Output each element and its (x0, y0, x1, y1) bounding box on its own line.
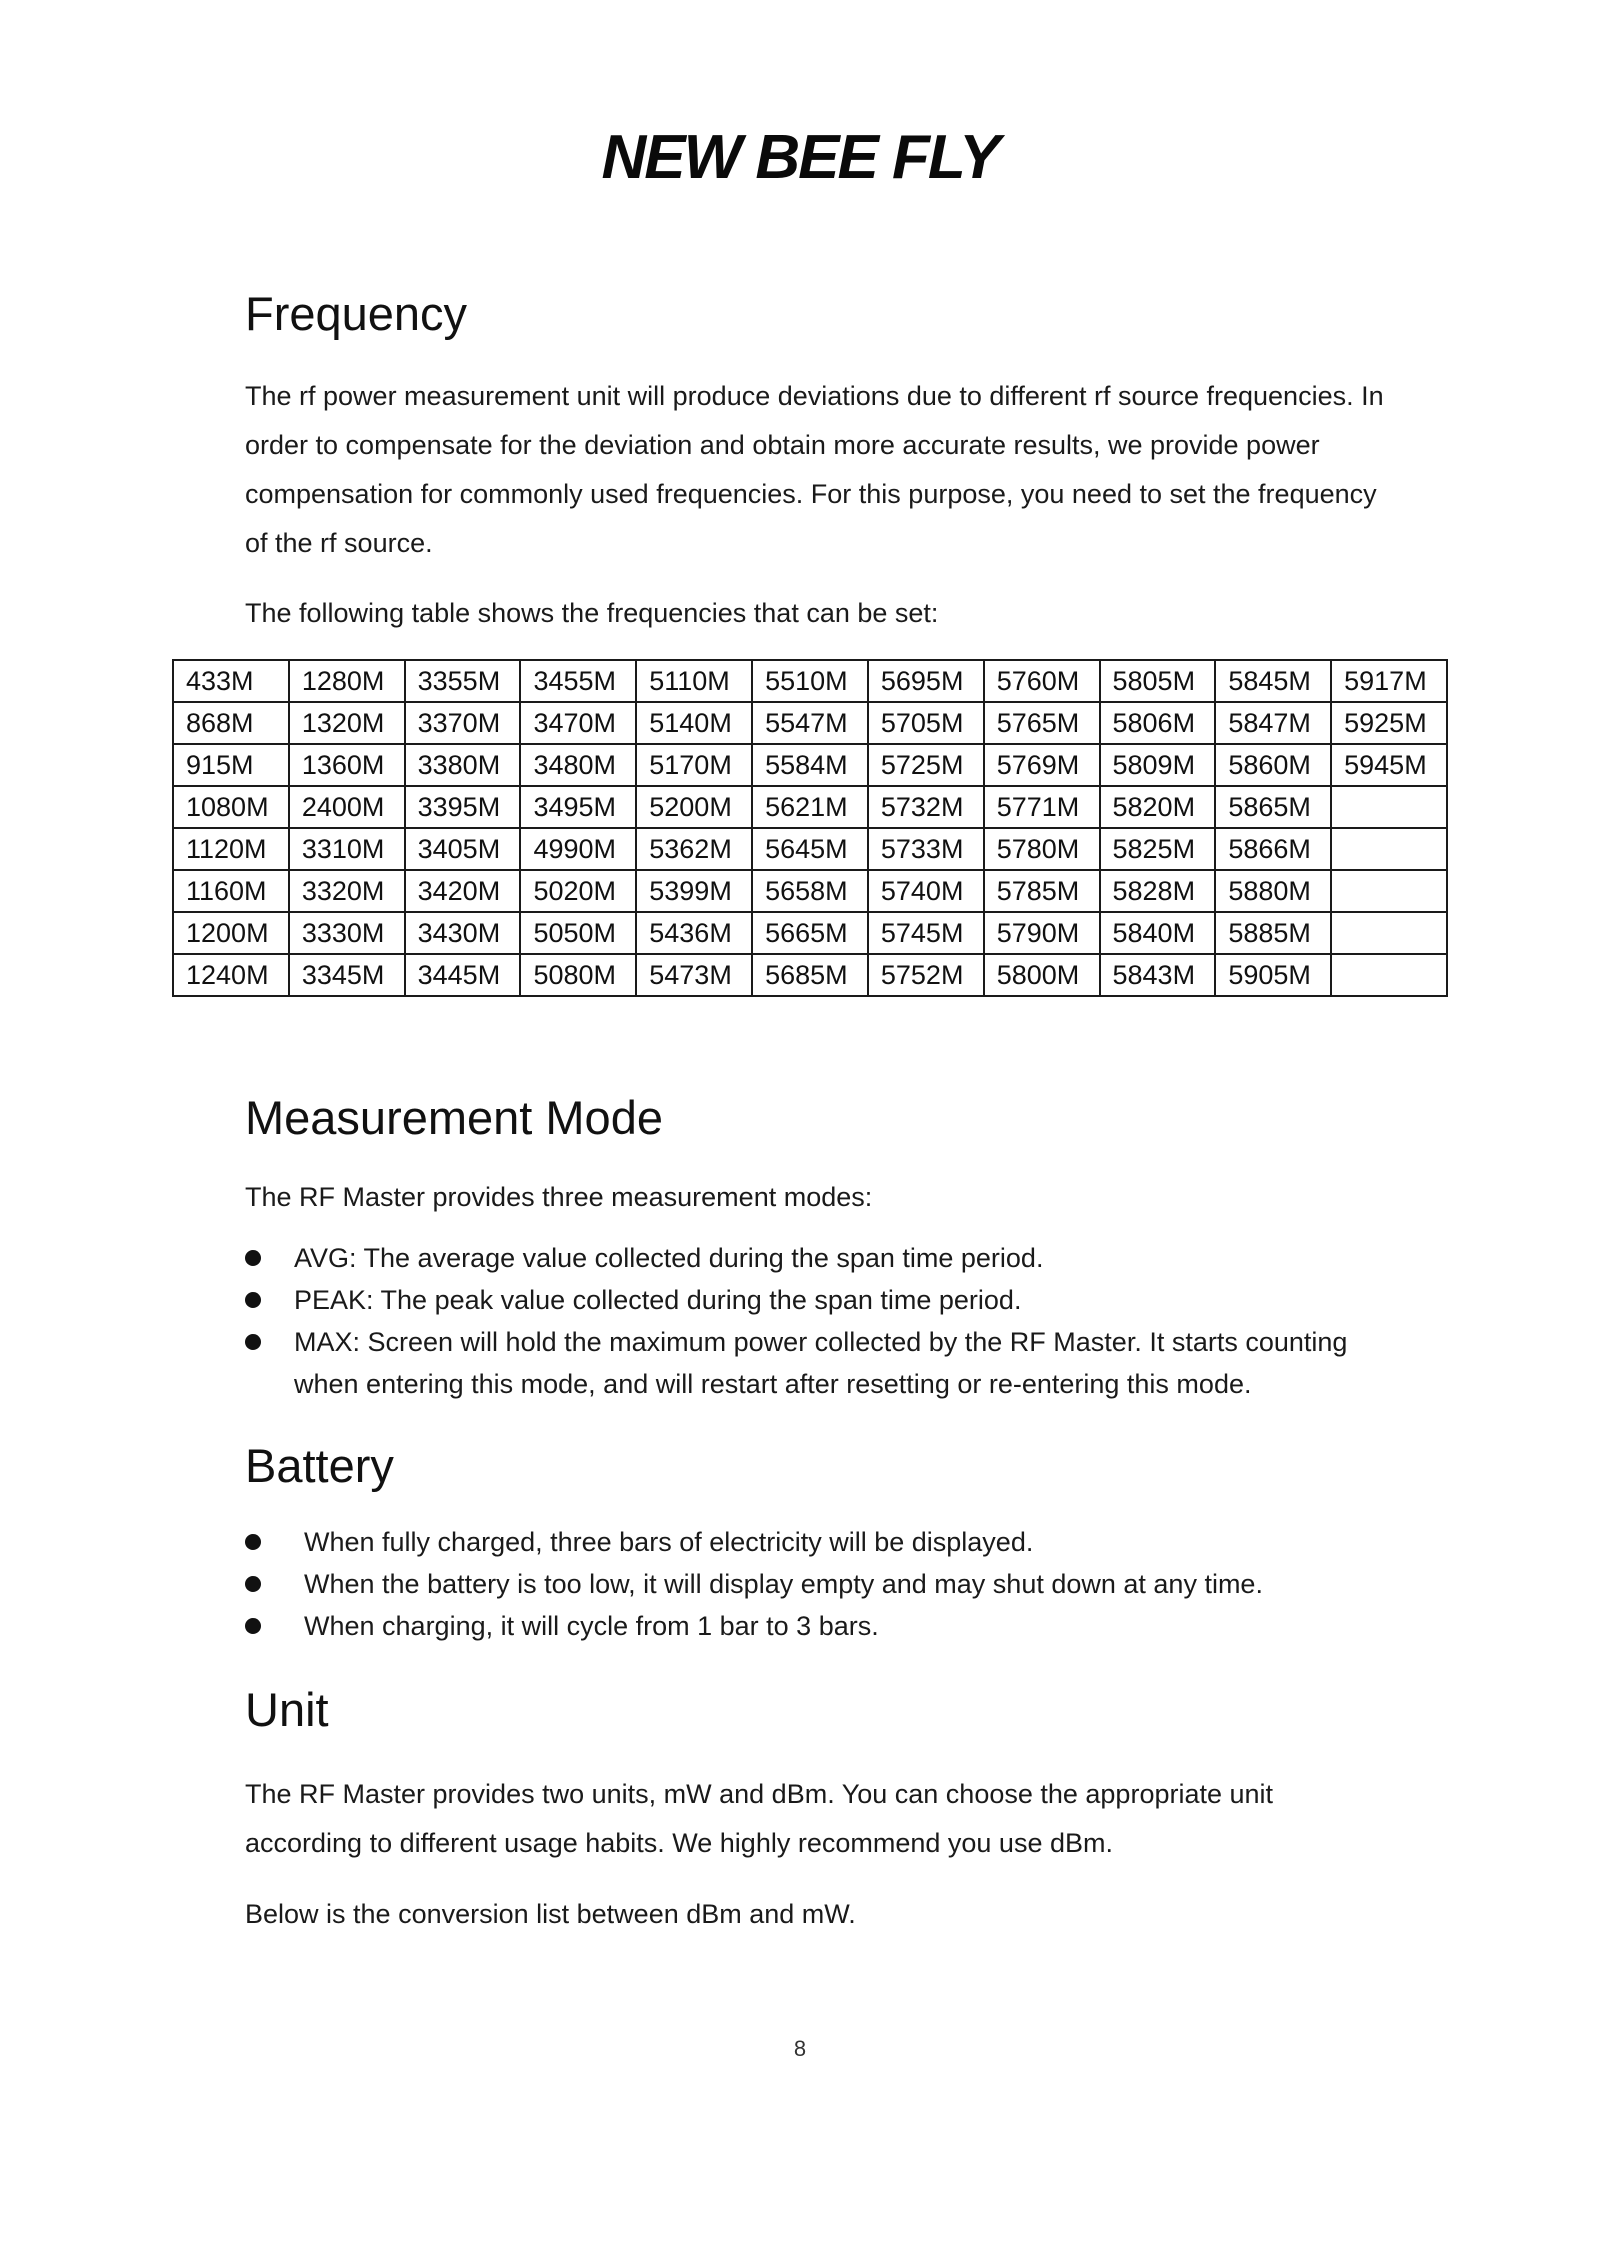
table-cell: 5860M (1215, 744, 1331, 786)
table-cell: 5658M (752, 870, 868, 912)
list-item-text: AVG: The average value collected during the span time period. (294, 1243, 1044, 1273)
table-cell: 5080M (520, 954, 636, 996)
table-cell: 5510M (752, 660, 868, 702)
table-cell: 5760M (984, 660, 1100, 702)
table-cell: 5705M (868, 702, 984, 744)
battery-list (245, 1521, 1395, 1647)
page-number: 8 (793, 2036, 807, 2061)
table-cell: 5695M (868, 660, 984, 702)
table-cell: 5473M (636, 954, 752, 996)
table-cell (1331, 954, 1447, 996)
bullet-icon (245, 1334, 261, 1350)
table-cell: 5785M (984, 870, 1100, 912)
table-cell: 433M (173, 660, 289, 702)
table-cell: 5200M (636, 786, 752, 828)
table-cell: 3495M (520, 786, 636, 828)
bullet-icon (245, 1250, 261, 1266)
table-cell: 5790M (984, 912, 1100, 954)
table-cell: 5945M (1331, 744, 1447, 786)
table-row (173, 828, 1447, 870)
table-cell: 1320M (289, 702, 405, 744)
table-cell: 5745M (868, 912, 984, 954)
table-cell: 3445M (405, 954, 521, 996)
table-cell: 3310M (289, 828, 405, 870)
table-cell: 5905M (1215, 954, 1331, 996)
table-cell: 3330M (289, 912, 405, 954)
table-cell: 5840M (1100, 912, 1216, 954)
measurement-mode-list (245, 1237, 1395, 1405)
measurement-mode-heading: Measurement Mode (245, 1091, 663, 1144)
table-cell: 5865M (1215, 786, 1331, 828)
table-cell: 3470M (520, 702, 636, 744)
table-row (173, 786, 1447, 828)
table-cell: 5362M (636, 828, 752, 870)
table-row (173, 870, 1447, 912)
table-cell: 5880M (1215, 870, 1331, 912)
list-item (245, 1563, 1395, 1605)
logo-text: NEW BEE FLY (601, 123, 999, 192)
table-cell: 3480M (520, 744, 636, 786)
list-item-text: MAX: Screen will hold the maximum power collected by the RF Master. It starts counting when entering this mode, and will restart after resetting or re-entering this mode. (294, 1327, 1348, 1399)
table-cell: 5825M (1100, 828, 1216, 870)
list-item-text: PEAK: The peak value collected during the span time period. (294, 1285, 1022, 1315)
table-cell: 1080M (173, 786, 289, 828)
table-row (173, 660, 1447, 702)
unit-paragraph: The RF Master provides two units, mW and dBm. You can choose the appropriate unit according to different usage habits. We highly recommend you use dBm. (245, 1779, 1274, 1858)
list-item (245, 1279, 1395, 1321)
table-cell: 5621M (752, 786, 868, 828)
table-cell: 5925M (1331, 702, 1447, 744)
table-cell: 5665M (752, 912, 868, 954)
table-cell: 3345M (289, 954, 405, 996)
table-cell: 5843M (1100, 954, 1216, 996)
list-item-text: When the battery is too low, it will display empty and may shut down at any time. (304, 1569, 1263, 1599)
table-cell: 5800M (984, 954, 1100, 996)
table-cell: 5645M (752, 828, 868, 870)
table-cell: 3320M (289, 870, 405, 912)
table-cell: 4990M (520, 828, 636, 870)
table-cell: 5399M (636, 870, 752, 912)
measurement-mode-intro: The RF Master provides three measurement modes: (245, 1182, 873, 1212)
bullet-icon (245, 1576, 261, 1592)
table-cell: 5866M (1215, 828, 1331, 870)
table-cell: 1200M (173, 912, 289, 954)
table-cell: 5769M (984, 744, 1100, 786)
list-item (245, 1321, 1395, 1405)
table-cell: 5685M (752, 954, 868, 996)
list-item (245, 1605, 1395, 1647)
table-cell (1331, 870, 1447, 912)
table-cell: 5806M (1100, 702, 1216, 744)
list-item-text: When charging, it will cycle from 1 bar to 3 bars. (304, 1611, 879, 1641)
table-cell: 3420M (405, 870, 521, 912)
table-cell: 5436M (636, 912, 752, 954)
table-cell: 3355M (405, 660, 521, 702)
table-cell: 3370M (405, 702, 521, 744)
frequency-heading: Frequency (245, 287, 468, 340)
table-cell: 5805M (1100, 660, 1216, 702)
table-cell: 5765M (984, 702, 1100, 744)
bullet-icon (245, 1292, 261, 1308)
list-item (245, 1521, 1395, 1563)
table-cell: 5584M (752, 744, 868, 786)
table-cell: 5752M (868, 954, 984, 996)
table-cell: 5828M (1100, 870, 1216, 912)
table-cell: 5917M (1331, 660, 1447, 702)
table-cell: 5725M (868, 744, 984, 786)
table-cell: 5885M (1215, 912, 1331, 954)
frequency-table (172, 659, 1448, 997)
table-cell: 5740M (868, 870, 984, 912)
unit-note: Below is the conversion list between dBm and mW. (245, 1899, 856, 1929)
table-row (173, 912, 1447, 954)
table-row (173, 744, 1447, 786)
frequency-table-intro: The following table shows the frequencies that can be set: (245, 598, 939, 628)
table-cell: 5050M (520, 912, 636, 954)
table-cell: 3405M (405, 828, 521, 870)
table-cell: 5110M (636, 660, 752, 702)
table-cell: 868M (173, 702, 289, 744)
table-cell: 915M (173, 744, 289, 786)
table-cell: 1120M (173, 828, 289, 870)
table-cell: 3380M (405, 744, 521, 786)
table-cell: 5020M (520, 870, 636, 912)
bullet-icon (245, 1534, 261, 1550)
table-cell: 5170M (636, 744, 752, 786)
unit-heading: Unit (245, 1683, 329, 1736)
table-cell: 5845M (1215, 660, 1331, 702)
table-cell: 5847M (1215, 702, 1331, 744)
table-cell (1331, 912, 1447, 954)
table-cell: 1160M (173, 870, 289, 912)
list-item-text: When fully charged, three bars of electricity will be displayed. (304, 1527, 1034, 1557)
table-cell: 1240M (173, 954, 289, 996)
brand-logo (0, 122, 1600, 193)
list-item (245, 1237, 1395, 1279)
table-cell: 5771M (984, 786, 1100, 828)
table-cell: 5733M (868, 828, 984, 870)
battery-heading: Battery (245, 1439, 394, 1492)
table-cell: 5820M (1100, 786, 1216, 828)
table-cell: 5547M (752, 702, 868, 744)
table-cell: 1360M (289, 744, 405, 786)
table-cell: 3430M (405, 912, 521, 954)
bullet-icon (245, 1618, 261, 1634)
table-cell: 5809M (1100, 744, 1216, 786)
table-cell: 2400M (289, 786, 405, 828)
table-cell: 5140M (636, 702, 752, 744)
table-row (173, 954, 1447, 996)
table-cell: 1280M (289, 660, 405, 702)
table-cell (1331, 828, 1447, 870)
frequency-paragraph: The rf power measurement unit will produce deviations due to different rf source frequencies. In order to compensate for the deviation and obtain more accurate results, we provide power compensation for commonly used frequencies. For this purpose, you need to set the frequency of the rf source. (245, 381, 1384, 558)
table-cell (1331, 786, 1447, 828)
table-cell: 5732M (868, 786, 984, 828)
table-cell: 3395M (405, 786, 521, 828)
table-cell: 5780M (984, 828, 1100, 870)
frequency-table-body (173, 660, 1447, 996)
table-row (173, 702, 1447, 744)
table-cell: 3455M (520, 660, 636, 702)
